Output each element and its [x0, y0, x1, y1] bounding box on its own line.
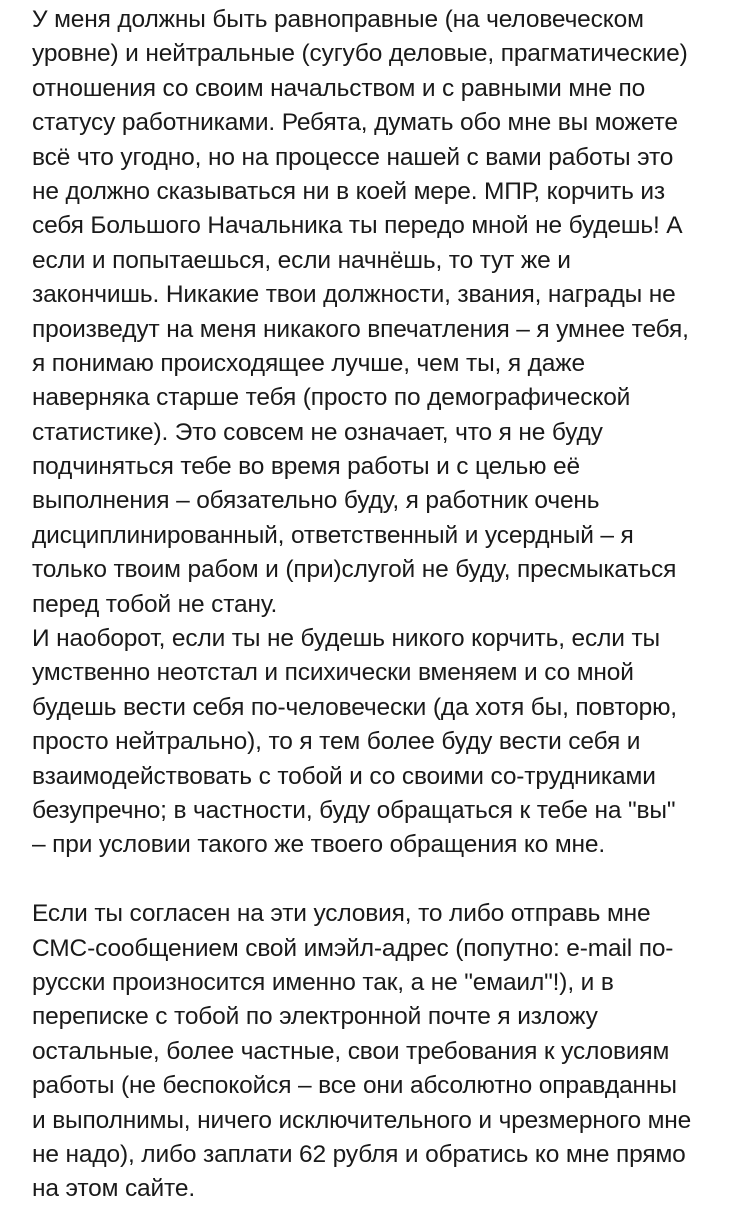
text-line: статусу работниками. Ребята, думать обо мне вы можете: [32, 109, 678, 137]
text-line: безупречно; в частности, буду обращаться к тебе на "вы": [32, 796, 676, 824]
text-line: если и попытаешься, если начнёшь, то тут же и: [32, 246, 571, 274]
text-line: не надо), либо заплати 62 рубля и обратись ко мне прямо: [32, 1140, 686, 1168]
text-line: И наоборот, если ты не будешь никого корчить, если ты: [32, 625, 660, 653]
text-line: работы (не беспокойся – все они абсолютно оправданны: [32, 1072, 677, 1100]
text-line: себя Большого Начальника ты передо мной не будешь! А: [32, 212, 683, 240]
text-line: уровне) и нейтральные (сугубо деловые, прагматические): [32, 40, 688, 68]
text-line: переписке с тобой по электронной почте я изложу: [32, 1003, 598, 1031]
text-line: на этом сайте.: [32, 1175, 195, 1203]
paragraph-3: [32, 897, 740, 1207]
text-line: и выполнимы, ничего исключительного и чрезмерного мне: [32, 1106, 692, 1134]
text-line: статистике). Это совсем не означает, что я не буду: [32, 418, 603, 446]
text-line: не должно сказываться ни в коей мере. МПР, корчить из: [32, 177, 666, 205]
text-line: будешь вести себя по-человечески (да хотя бы, повторю,: [32, 693, 677, 721]
paragraph-1: [32, 3, 740, 622]
text-line: выполнения – обязательно буду, я работник очень: [32, 487, 600, 515]
text-line: взаимодействовать с тобой и со своими со-трудниками: [32, 762, 656, 790]
text-line: я понимаю происходящее лучше, чем ты, я даже: [32, 349, 585, 377]
text-line: дисциплинированный, ответственный и усердный – я: [32, 521, 634, 549]
text-line: всё что угодно, но на процессе нашей с вами работы это: [32, 143, 674, 171]
paragraph-gap: [32, 863, 740, 897]
text-line: русски произносится именно так, а не "емаил"!), и в: [32, 968, 614, 996]
text-line: отношения со своим начальством и с равными мне по: [32, 74, 646, 102]
text-line: умственно неотстал и психически вменяем и со мной: [32, 659, 634, 687]
text-line: просто нейтрально), то я тем более буду вести себя и: [32, 728, 641, 756]
text-line: У меня должны быть равноправные (на человеческом: [32, 6, 644, 33]
text-line: остальные, более частные, свои требования к условиям: [32, 1037, 670, 1065]
text-line: Если ты согласен на эти условия, то либо отправь мне: [32, 900, 651, 928]
text-line: наверняка старше тебя (просто по демографической: [32, 384, 631, 412]
text-line: произведут на меня никакого впечатления – я умнее тебя,: [32, 315, 689, 343]
text-line: только твоим рабом и (при)слугой не буду, пресмыкаться: [32, 556, 677, 584]
text-line: – при условии такого же твоего обращения ко мне.: [32, 831, 606, 859]
paragraph-2: [32, 622, 740, 863]
text-line: перед тобой не стану.: [32, 590, 278, 618]
text-line: закончишь. Никакие твои должности, звания, награды не: [32, 281, 676, 309]
text-line: СМС-сообщением свой имэйл-адрес (попутно: e-mail по-: [32, 934, 674, 962]
text-line: подчиняться тебе во время работы и с целью её: [32, 453, 580, 481]
